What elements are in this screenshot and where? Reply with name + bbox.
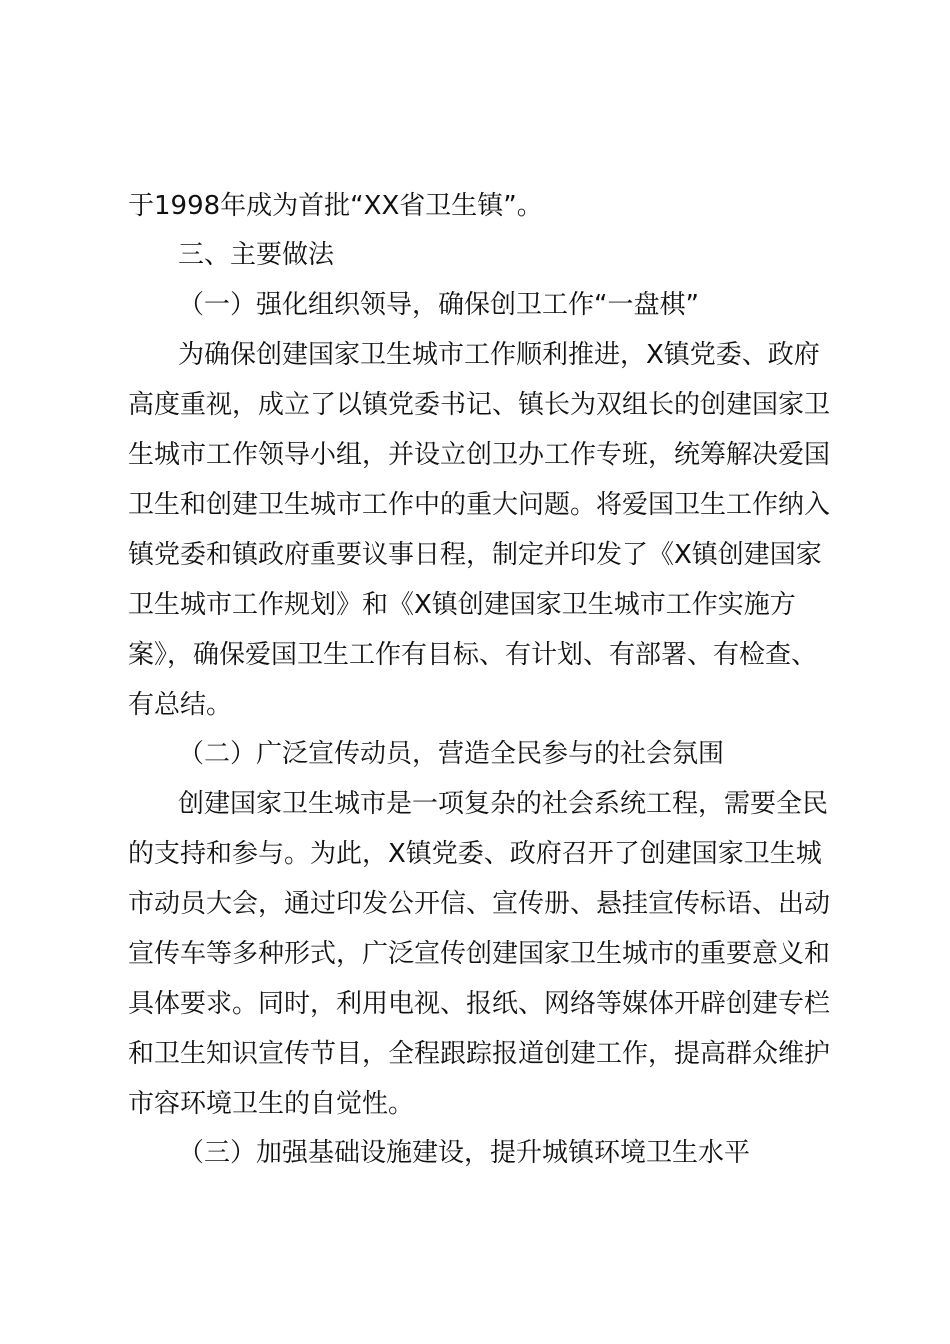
text-line: 于1998年成为首批“XX省卫生镇”。 <box>128 191 543 221</box>
paragraph-line: 市容环境卫生的自觉性。 <box>128 1089 415 1119</box>
paragraph-line: 具体要求。同时，利用电视、报纸、网络等媒体开辟创建专栏 <box>128 989 831 1019</box>
paragraph-line: 市动员大会，通过印发公开信、宣传册、悬挂宣传标语、出动 <box>128 889 831 919</box>
paragraph-line: 高度重视，成立了以镇党委书记、镇长为双组长的创建国家卫 <box>128 390 831 420</box>
paragraph-line: 创建国家卫生城市是一项复杂的社会系统工程，需要全民 <box>178 789 829 819</box>
paragraph-line: 卫生和创建卫生城市工作中的重大问题。将爱国卫生工作纳入 <box>128 490 831 520</box>
paragraph-line: 有总结。 <box>128 690 233 720</box>
paragraph-line: 为确保创建国家卫生城市工作顺利推进，X镇党委、政府 <box>178 340 820 370</box>
subsection-heading: （一）强化组织领导，确保创卫工作“一盘棋” <box>178 290 699 320</box>
section-heading: 三、主要做法 <box>178 240 335 270</box>
paragraph-line: 和卫生知识宣传节目，全程跟踪报道创建工作，提高群众维护 <box>128 1039 831 1069</box>
paragraph-line: 镇党委和镇政府重要议事日程，制定并印发了《X镇创建国家 <box>128 540 822 570</box>
paragraph-line: 生城市工作领导小组，并设立创卫办工作专班，统筹解决爱国 <box>128 440 831 470</box>
paragraph-line: 的支持和参与。为此，X镇党委、政府召开了创建国家卫生城 <box>128 839 822 869</box>
paragraph-line: 宣传车等多种形式，广泛宣传创建国家卫生城市的重要意义和 <box>128 939 831 969</box>
paragraph-line: 案》，确保爱国卫生工作有目标、有计划、有部署、有检查、 <box>128 640 818 670</box>
subsection-heading: （二）广泛宣传动员，营造全民参与的社会氛围 <box>178 739 725 769</box>
paragraph-line: 卫生城市工作规划》和《X镇创建国家卫生城市工作实施方 <box>128 590 796 620</box>
subsection-heading: （三）加强基础设施建设，提升城镇环境卫生水平 <box>178 1138 751 1168</box>
